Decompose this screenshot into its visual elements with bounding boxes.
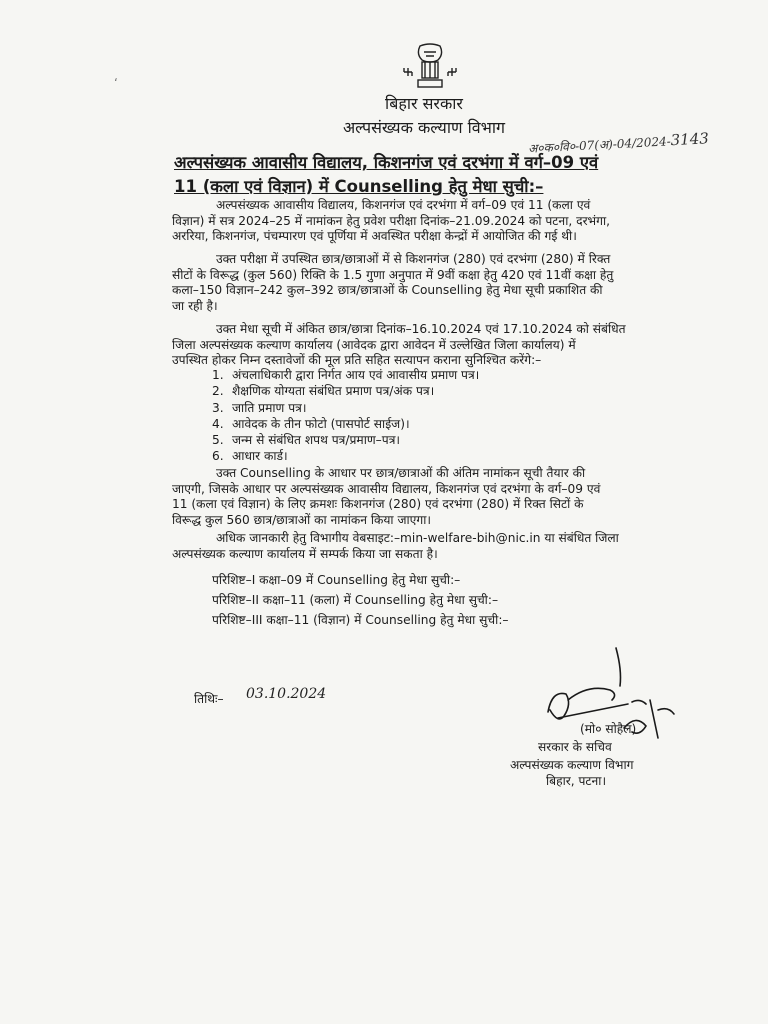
paragraph-line: जा रही है। [172, 298, 218, 313]
paragraph-line: जाएगी, जिसके आधार पर अल्पसंख्यक आवासीय विद्यालय, किशनगंज एवं दरभंगा के वर्ग–09 एवं [172, 481, 601, 496]
paragraph-line: उक्त Counselling के आधार पर छात्र/छात्राओं की अंतिम नामांकन सूची तैयार की [216, 466, 586, 480]
signatory-name: (मो० सोहैल) [580, 722, 637, 736]
annexure-2: परिशिष्ट–II कक्षा–11 (कला) में Counselling हेतु मेधा सुची:– [212, 593, 499, 607]
paragraph-merit-list [172, 252, 672, 314]
list-item: 3. जाति प्रमाण पत्र। [212, 400, 307, 415]
paragraph-line: अल्पसंख्यक कल्याण कार्यालय में सम्पर्क किया जा सकता है। [172, 546, 438, 561]
paragraph-line: अल्पसंख्यक आवासीय विद्यालय, किशनगंज एवं दरभंगा में वर्ग–09 एवं 11 (कला एवं [216, 198, 591, 212]
paragraph-line: उक्त परीक्षा में उपस्थित छात्र/छात्राओं में से किशनगंज (280) एवं दरभंगा (280) में रिक्त [216, 252, 611, 266]
paragraph-line: उपस्थित होकर निम्न दस्तावेजों की मूल प्रति सहित सत्यापन कराना सुनिश्चित करेंगे:– [172, 353, 542, 367]
department-name: अल्पसंख्यक कल्याण विभाग [342, 118, 506, 137]
list-item: 6. आधार कार्ड। [212, 449, 288, 464]
signatory-designation: सरकार के सचिव [538, 740, 612, 754]
paragraph-line: अधिक जानकारी हेतु विभागीय वेबसाइट:–min-welfare-bih@nic.in या संबंधित जिला [216, 531, 619, 545]
subject-title-line-1: अल्पसंख्यक आवासीय विद्यालय, किशनगंज एवं दरभंगा में वर्ग–09 एवं [174, 153, 599, 172]
reference-number-tail: 3143 [670, 129, 710, 150]
annexure-1: परिशिष्ट–I कक्षा–09 में Counselling हेतु मेधा सुची:– [212, 573, 461, 587]
date-value: 03.10.2024 [246, 686, 327, 702]
government-name: बिहार सरकार [385, 94, 463, 113]
subject-title-line-2: 11 (कला एवं विज्ञान) में Counselling हेतु मेधा सुची:– [174, 177, 544, 196]
scan-mark: ‘ [114, 76, 118, 90]
paragraph-more-info [172, 531, 672, 562]
paragraph-line: विज्ञान) में सत्र 2024–25 में नामांकन हेतु प्रवेश परीक्षा दिनांक–21.09.2024 को पटना, दरभंगा, [172, 213, 611, 228]
paragraph-line: कला–150 विज्ञान–242 कुल–392 छात्र/छात्राओं के Counselling हेतु मेधा सूची प्रकाशित की [172, 283, 603, 297]
paragraph-final-admission [172, 466, 672, 528]
date-label: तिथिः– [194, 692, 224, 706]
paragraph-line: 11 (कला एवं विज्ञान) के लिए क्रमशः किशनगंज (280) एवं दरभंगा (280) में रिक्त सिटों के [172, 497, 584, 511]
paragraph-line: सीटों के विरूद्ध (कुल 560) रिक्ति के 1.5 गुणा अनुपात में 9वीं कक्षा हेतु 420 एवं 11वीं कक्षा हेतु [172, 267, 614, 282]
paragraph-verification [172, 322, 672, 369]
list-item: 4. आवेदक के तीन फोटो (पासपोर्ट साईज)। [212, 416, 410, 431]
paragraph-line: विरूद्ध कुल 560 छात्र/छात्राओं का नामांकन किया जाएगा। [172, 512, 432, 527]
list-item: 5. जन्म से संबंधित शपथ पत्र/प्रमाण–पत्र। [212, 433, 401, 448]
list-item: 2. शैक्षणिक योग्यता संबंधित प्रमाण पत्र/अंक पत्र। [212, 384, 435, 399]
reference-number-text: अ०क०वि०-07(अ)-04/2024- [527, 134, 672, 156]
paragraph-line: अररिया, किशनगंज, पंचम्पारण एवं पूर्णिया में अवस्थित परीक्षा केन्द्रों में आयोजित की गई थी। [172, 229, 577, 243]
bihar-emblem-icon [398, 42, 462, 92]
documents-list [212, 367, 479, 465]
annexure-3: परिशिष्ट–III कक्षा–11 (विज्ञान) में Counselling हेतु मेधा सुची:– [212, 613, 509, 627]
paragraph-line: जिला अल्पसंख्यक कल्याण कार्यालय (आवेदक द्वारा आवेदन में उल्लेखित जिला कार्यालय) में [172, 337, 576, 352]
signatory-place: बिहार, पटना। [546, 774, 607, 788]
paragraph-exam-details [172, 198, 672, 245]
signatory-department: अल्पसंख्यक कल्याण विभाग [510, 758, 634, 772]
paragraph-line: उक्त मेधा सूची में अंकित छात्र/छात्रा दिनांक–16.10.2024 एवं 17.10.2024 को संबंधित [216, 322, 626, 336]
list-item: 1. अंचलाधिकारी द्वारा निर्गत आय एवं आवासीय प्रमाण पत्र। [212, 368, 480, 382]
